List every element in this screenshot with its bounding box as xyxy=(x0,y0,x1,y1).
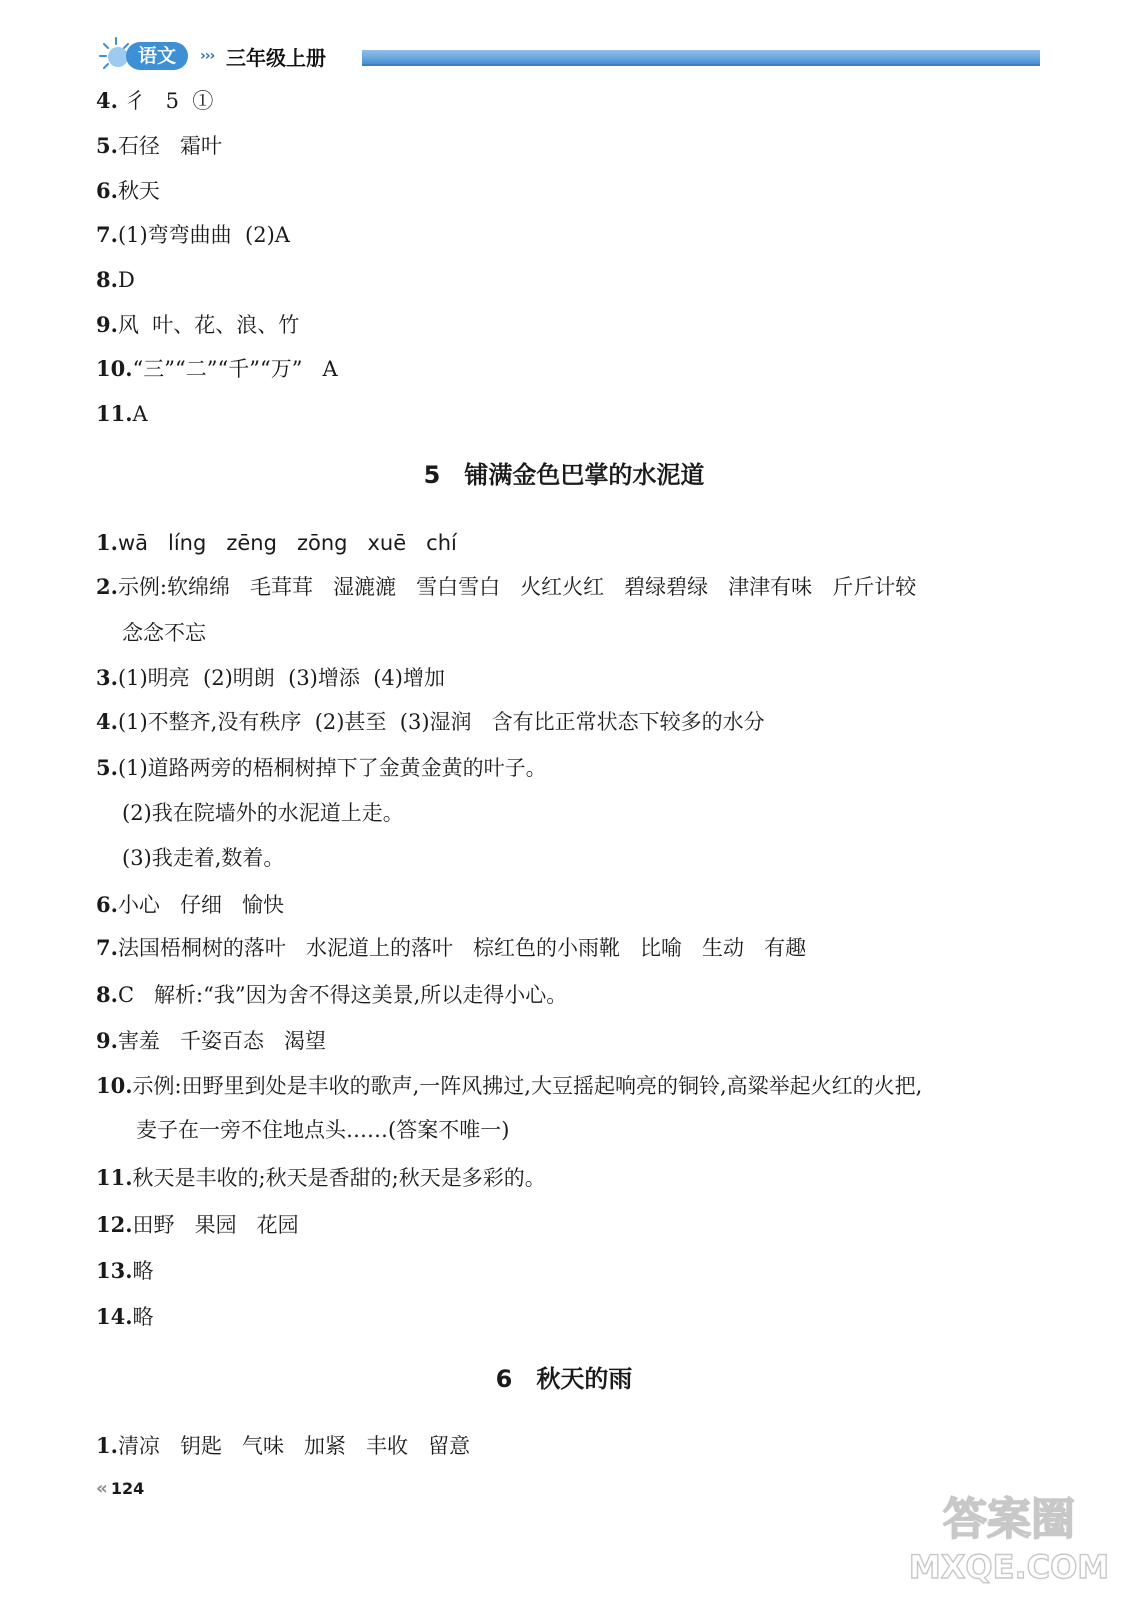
lesson-title-text: 秋天的雨 xyxy=(536,1365,633,1393)
list-item: 麦子在一旁不住地点头……(答案不唯一) xyxy=(136,1118,510,1142)
lesson-title-text: 铺满金色巴掌的水泥道 xyxy=(464,461,705,489)
list-item: 6.小心 仔细 愉快 xyxy=(96,892,284,917)
list-item: 1.清凉 钥匙 气味 加紧 丰收 留意 xyxy=(96,1433,471,1458)
list-item: 10.“三”“二”“千”“万” A xyxy=(96,356,338,381)
list-item: 6.秋天 xyxy=(96,178,160,203)
list-item: 9.风 叶、花、浪、竹 xyxy=(96,312,300,337)
page-header xyxy=(96,36,1040,78)
lesson-number: 5 xyxy=(423,461,441,489)
header-arrows: ››› xyxy=(200,48,215,64)
list-item: 念念不忘 xyxy=(122,621,206,645)
list-item: 14.略 xyxy=(96,1304,154,1329)
list-item: 7.法国梧桐树的落叶 水泥道上的落叶 棕红色的小雨靴 比喻 生动 有趣 xyxy=(96,935,807,960)
list-item: 8.D xyxy=(96,267,135,292)
chevron-left-icon: ‹‹ xyxy=(96,1478,105,1499)
lesson-6-title xyxy=(0,1362,1128,1396)
watermark-title: 答案圈 xyxy=(943,1494,1075,1545)
list-item: 2.示例:软绵绵 毛茸茸 湿漉漉 雪白雪白 火红火红 碧绿碧绿 津津有味 斤斤计较 xyxy=(96,574,917,599)
list-item: 4. 彳 5 ① xyxy=(96,88,214,113)
list-item: (3)我走着,数着。 xyxy=(122,846,285,870)
page-number: 124 xyxy=(110,1479,145,1498)
watermark-url: MXQE.COM xyxy=(908,1548,1110,1586)
list-item: 9.害羞 千姿百态 渴望 xyxy=(96,1028,326,1053)
list-item: 4.(1)不整齐,没有秩序 (2)甚至 (3)湿润 含有比正常状态下较多的水分 xyxy=(96,709,765,734)
list-item: 11.秋天是丰收的;秋天是香甜的;秋天是多彩的。 xyxy=(96,1165,546,1190)
watermark-logo xyxy=(904,1484,1114,1588)
list-item: 11.A xyxy=(96,401,148,426)
list-item: 12.田野 果园 花园 xyxy=(96,1212,299,1237)
list-item: 7.(1)弯弯曲曲 (2)A xyxy=(96,222,290,247)
list-item: 8.C 解析:“我”因为舍不得这美景,所以走得小心。 xyxy=(96,982,568,1007)
grade-label: 三年级上册 xyxy=(226,46,326,70)
list-item: (2)我在院墙外的水泥道上走。 xyxy=(122,801,404,825)
list-item: 10.示例:田野里到处是丰收的歌声,一阵风拂过,大豆摇起响亮的铜铃,高粱举起火红的火把, xyxy=(96,1073,923,1098)
page-footer xyxy=(96,1478,144,1499)
subject-badge: 语文 xyxy=(126,42,188,70)
lesson-number: 6 xyxy=(495,1365,513,1393)
list-item: 3.(1)明亮 (2)明朗 (3)增添 (4)增加 xyxy=(96,665,445,690)
list-item: 5.石径 霜叶 xyxy=(96,133,222,158)
lesson-5-title xyxy=(0,458,1128,492)
list-item: 1.wā líng zēng zōng xuē chí xyxy=(96,530,457,555)
header-bar xyxy=(362,50,1040,66)
list-item: 5.(1)道路两旁的梧桐树掉下了金黄金黄的叶子。 xyxy=(96,755,547,780)
list-item: 13.略 xyxy=(96,1258,154,1283)
